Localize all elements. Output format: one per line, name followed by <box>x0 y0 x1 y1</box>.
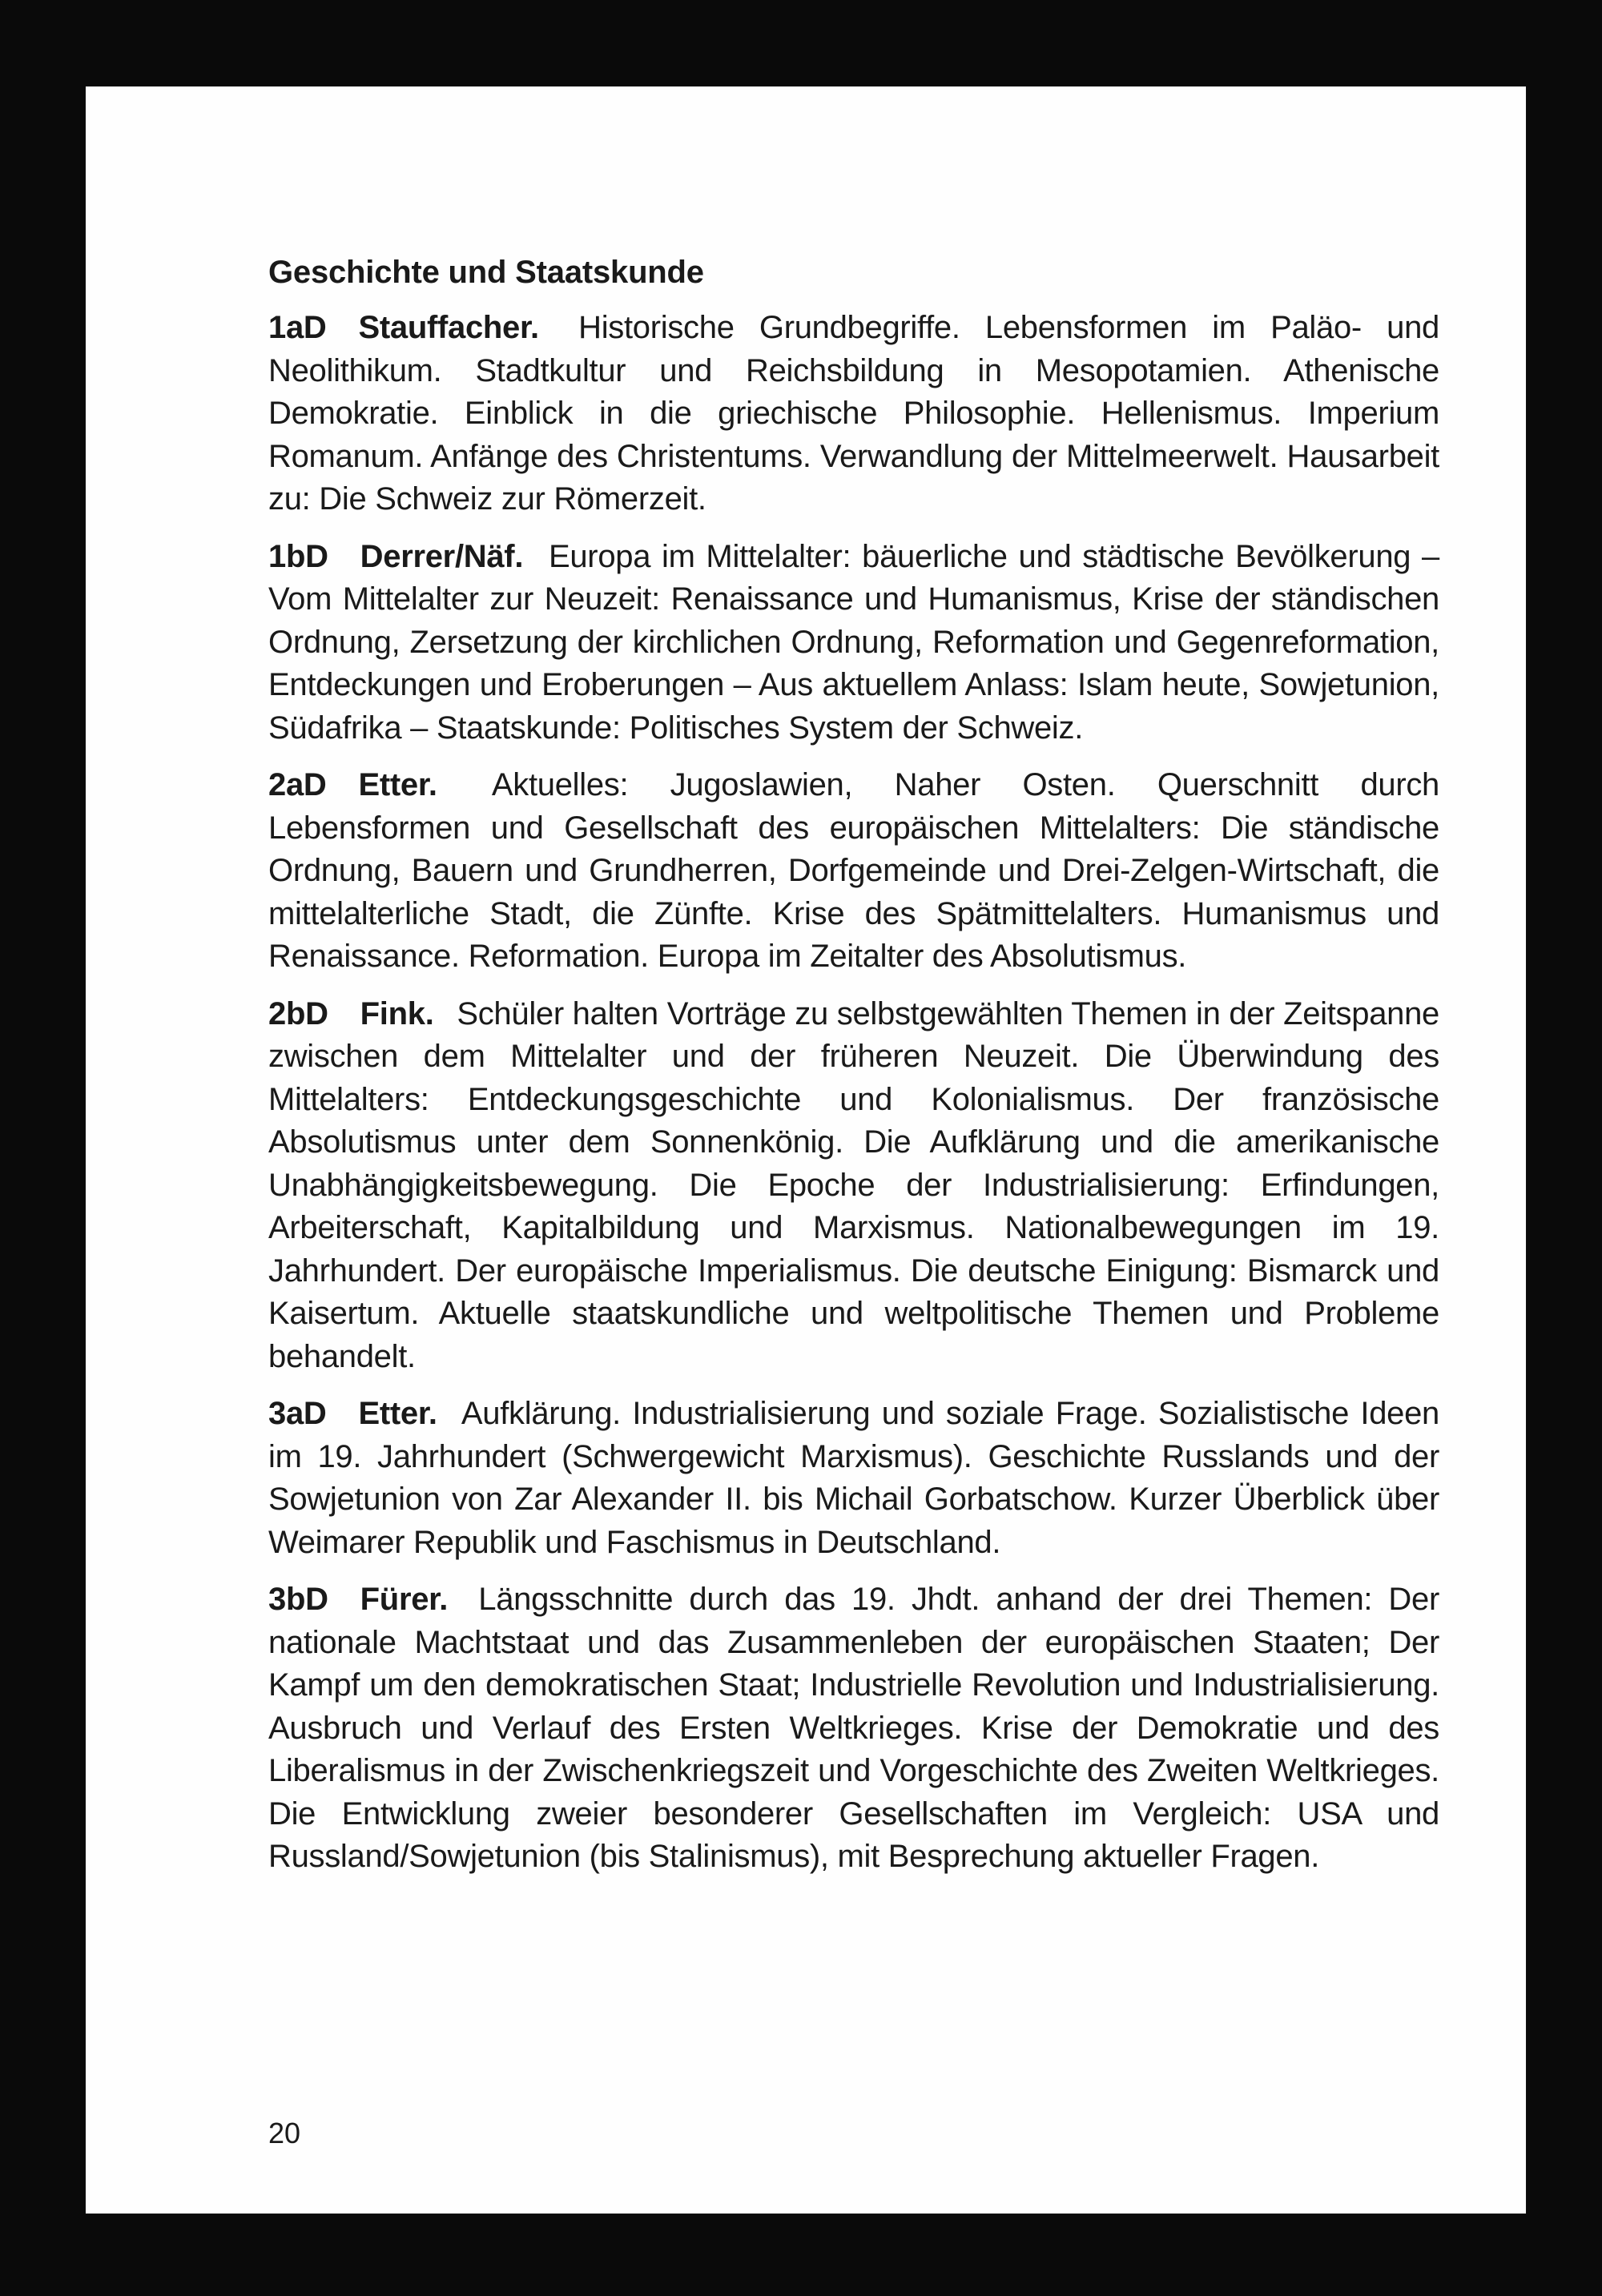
class-code: 2aD <box>268 767 327 802</box>
teacher-name: Etter. <box>358 767 437 802</box>
course-description: Längsschnitte durch das 19. Jhdt. anhand der drei Themen: Der nationale Machtstaat und das Zusammenleben der europäischen Staaten; Der Kampf um den demokratischen Staat; Industrielle Revolution und Industrialisierung. Ausbruch und Verlauf des Ersten Weltkrieges. Krise der Demokratie und des Liberalismus in der Zwischenkriegszeit und Vorgeschichte des Zweiten Weltkrieges. Die Entwicklung zweier besonderer Gesellschaften im Vergleich: USA und Russland/Sowjetunion (bis Stalinismus), mit Besprechung aktueller Fragen. <box>268 1582 1439 1874</box>
course-description: Historische Grundbegriffe. Lebensformen im Paläo- und Neolithikum. Stadtkultur und Reichsbildung in Mesopotamien. Athenische Demokratie. Einblick in die griechische Philosophie. Hellenismus. Imperium Romanum. Anfänge des Christentums. Verwandlung der Mittelmeerwelt. Hausarbeit zu: Die Schweiz zur Römerzeit. <box>268 310 1439 517</box>
course-entry-1aD <box>268 307 1439 521</box>
teacher-name: Derrer/Näf. <box>360 538 524 574</box>
teacher-name: Fürer. <box>360 1582 449 1617</box>
class-code: 1bD <box>268 538 328 574</box>
scanned-page <box>86 86 1526 2214</box>
class-code: 1aD <box>268 310 327 345</box>
course-entry-3aD <box>268 1393 1439 1564</box>
page-number: 20 <box>268 2117 301 2149</box>
course-description: Europa im Mittelalter: bäuerliche und städtische Bevölkerung – Vom Mittelalter zur Neuzeit: Renaissance und Humanismus, Krise der ständischen Ordnung, Zersetzung der kirchlichen Ordnung, Reformation und Gegenreformation, Entdeckungen und Eroberungen – Aus aktuellem Anlass: Islam heute, Sowjetunion, Südafrika – Staatskunde: Politisches System der Schweiz. <box>268 538 1439 746</box>
class-code: 3aD <box>268 1396 327 1431</box>
course-description: Aufklärung. Industrialisierung und soziale Frage. Sozialistische Ideen im 19. Jahrhundert (Schwergewicht Marxismus). Geschichte Russlands und der Sowjetunion von Zar Alexander II. bis Michail Gorbatschow. Kurzer Überblick über Weimarer Republik und Faschismus in Deutschland. <box>268 1396 1440 1560</box>
class-code: 2bD <box>268 995 328 1031</box>
section-title: Geschichte und Staatskunde <box>268 255 704 290</box>
teacher-name: Stauffacher. <box>358 310 539 345</box>
course-entry-3bD <box>268 1578 1439 1879</box>
class-code: 3bD <box>268 1582 328 1617</box>
teacher-name: Etter. <box>358 1396 437 1431</box>
course-entry-2bD <box>268 993 1439 1379</box>
course-description: Schüler halten Vorträge zu selbstgewählten Themen in der Zeitspanne zwischen dem Mittelalter und der früheren Neuzeit. Die Überwindung des Mittelalters: Entdeckungsgeschichte und Kolonialismus. Der französische Absolutismus unter dem Sonnenkönig. Die Aufklärung und die amerikanische Unabhängigkeitsbewegung. Die Epoche der Industrialisierung: Erfindungen, Arbeiterschaft, Kapitalbildung und Marxismus. Nationalbewegungen im 19. Jahrhundert. Der europäische Imperialismus. Die deutsche Einigung: Bismarck und Kaisertum. Aktuelle staatskundliche und weltpolitische Themen und Probleme behandelt. <box>268 995 1439 1374</box>
course-entry-1bD <box>268 536 1439 750</box>
course-description: Aktuelles: Jugoslawien, Naher Osten. Querschnitt durch Lebensformen und Gesellschaft des europäischen Mittelalters: Die ständische Ordnung, Bauern und Grundherren, Dorfgemeinde und Drei-Zelgen-Wirtschaft, die mittelalterliche Stadt, die Zünfte. Krise des Spätmittelalters. Humanismus und Renaissance. Reformation. Europa im Zeitalter des Absolutismus. <box>268 767 1440 974</box>
teacher-name: Fink. <box>360 995 434 1031</box>
course-entry-2aD <box>268 764 1439 979</box>
page-content <box>268 251 1439 1893</box>
